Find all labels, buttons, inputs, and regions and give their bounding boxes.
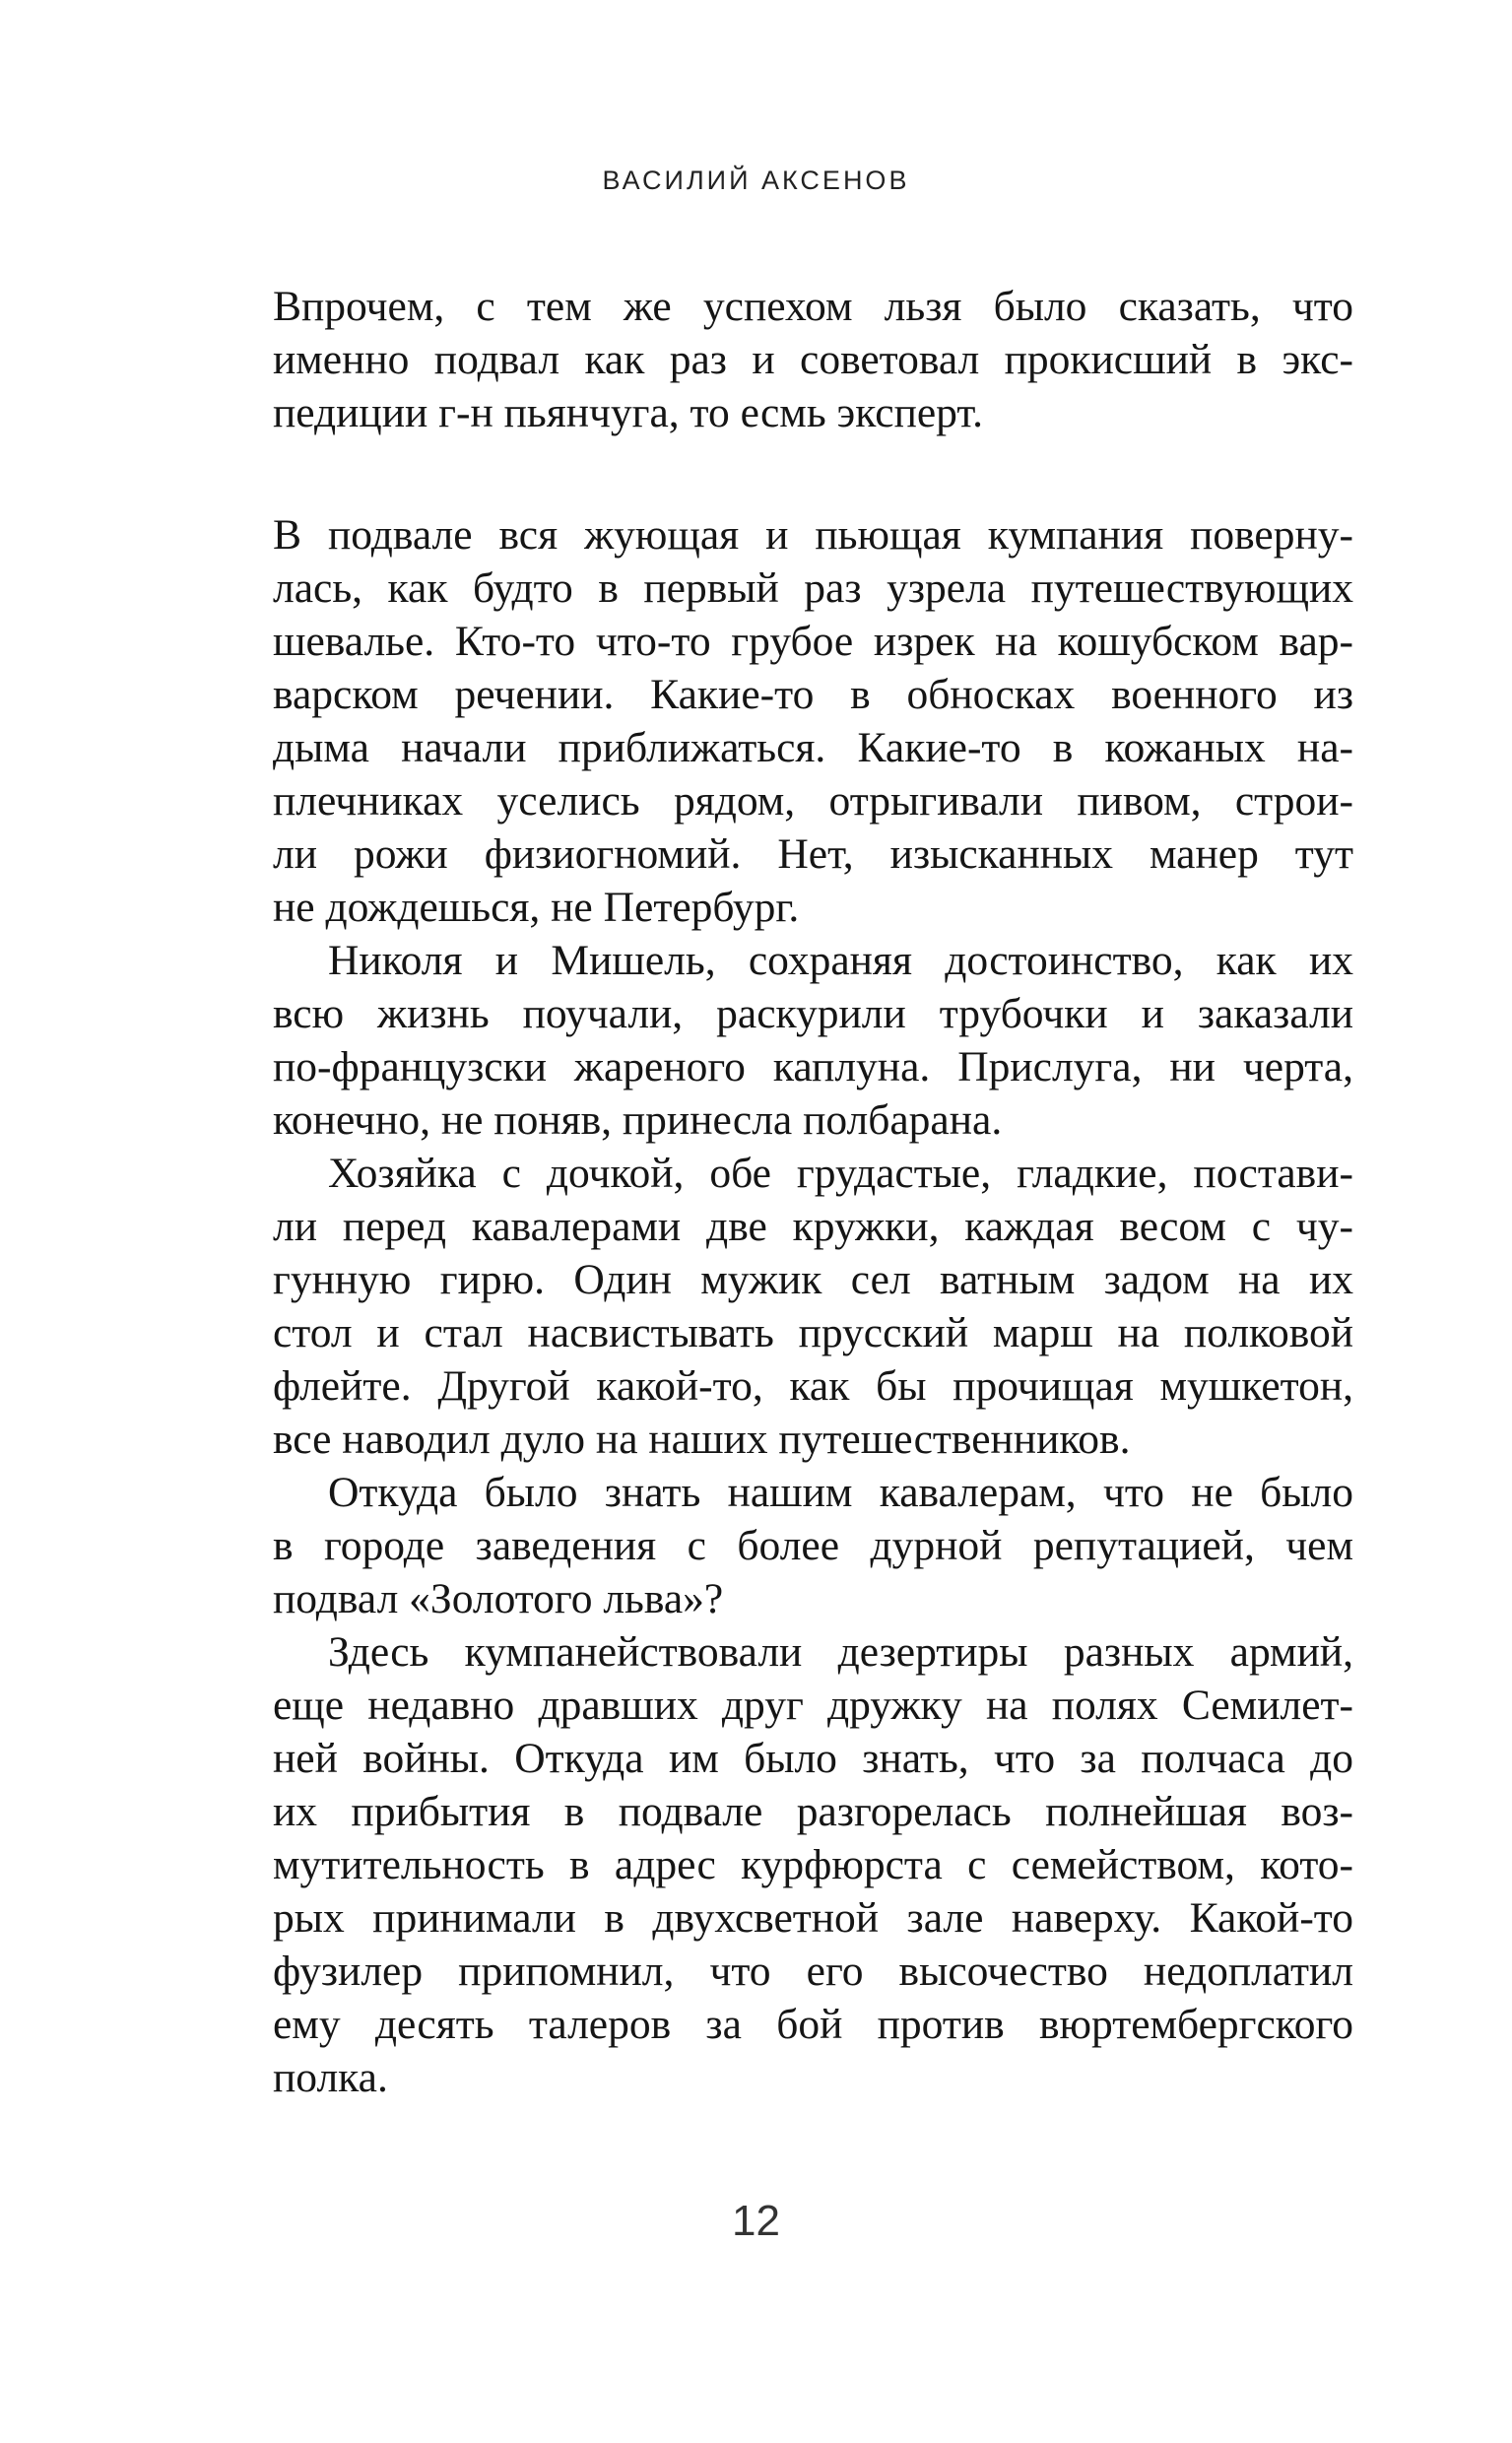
text-line: в городе заведения с более дурной репутацией, чем <box>273 1522 1353 1569</box>
text-line: полка. <box>273 2054 388 2101</box>
section-break <box>273 439 1353 508</box>
text-line: конечно, не поняв, принесла полбарана. <box>273 1096 1003 1144</box>
text-line: лась, как будто в первый раз узрела путешествующих <box>273 564 1353 612</box>
body-text <box>273 280 1353 2104</box>
text-line: Впрочем, с тем же успехом льзя было сказать, что <box>273 283 1353 330</box>
text-line: варском речении. Какие-то в обносках военного из <box>273 671 1353 718</box>
text-line: мутительность в адрес курфюрста с семейством, кото- <box>273 1841 1353 1888</box>
text-line: ли рожи физиогномий. Нет, изысканных манер тут <box>273 830 1353 878</box>
text-line: гунную гирю. Один мужик сел ватным задом на их <box>273 1256 1353 1303</box>
text-line: ли перед кавалерами две кружки, каждая весом с чу- <box>273 1203 1353 1250</box>
text-line: фузилер припомнил, что его высочество недоплатил <box>273 1948 1353 1995</box>
text-line: Николя и Мишель, сохраняя достоинство, как их <box>328 937 1353 984</box>
text-line: В подвале вся жующая и пьющая кумпания поверну- <box>273 511 1353 559</box>
text-line: по-французски жареного каплуна. Прислуга, ни черта, <box>273 1043 1353 1090</box>
text-line: именно подвал как раз и советовал прокисший в экс- <box>273 336 1353 383</box>
text-line: флейте. Другой какой-то, как бы прочищая мушкетон, <box>273 1362 1353 1410</box>
text-line: дыма начали приближаться. Какие-то в кожаных на- <box>273 724 1353 771</box>
text-line: не дождешься, не Петербург. <box>273 884 800 931</box>
text-line: стол и стал насвистывать прусский марш на полковой <box>273 1309 1353 1356</box>
text-line: педиции г-н пьянчуга, то есмь эксперт. <box>273 389 983 436</box>
text-line: плечниках уселись рядом, отрыгивали пивом, строи- <box>273 777 1353 825</box>
text-line: Здесь кумпанействовали дезертиры разных армий, <box>328 1628 1353 1676</box>
text-line: все наводил дуло на наших путешественников. <box>273 1416 1131 1463</box>
text-line: рых принимали в двухсветной зале наверху. Какой-то <box>273 1894 1353 1942</box>
page-number: 12 <box>732 2197 780 2245</box>
text-line: Хозяйка с дочкой, обе грудастые, гладкие, постави- <box>328 1150 1353 1197</box>
text-line: подвал «Золотого льва»? <box>273 1575 724 1622</box>
text-line: Откуда было знать нашим кавалерам, что не было <box>328 1469 1353 1516</box>
text-line: шевалье. Кто-то что-то грубое изрек на кошубском вар- <box>273 618 1353 665</box>
text-line: ней войны. Откуда им было знать, что за полчаса до <box>273 1735 1353 1782</box>
text-line: всю жизнь поучали, раскурили трубочки и заказали <box>273 990 1353 1037</box>
running-head: ВАСИЛИЙ АКСЕНОВ <box>602 165 910 195</box>
text-line: их прибытия в подвале разгорелась полнейшая воз- <box>273 1788 1353 1835</box>
text-line: ему десять талеров за бой против вюртембергского <box>273 2001 1353 2048</box>
text-line: еще недавно дравших друг дружку на полях Семилет- <box>273 1682 1353 1729</box>
